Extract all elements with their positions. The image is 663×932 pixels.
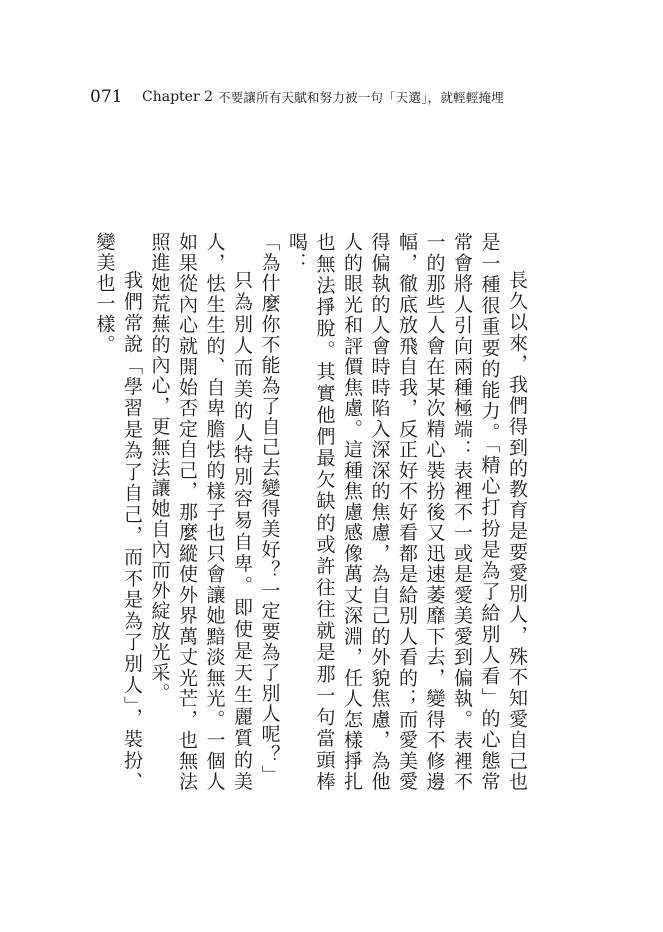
page-number: 071: [90, 87, 123, 107]
chapter-label: Chapter 2: [142, 89, 213, 105]
chapter-title: 不要讓所有天賦和努力被一句「天選」，就輕輕掩埋: [218, 90, 504, 105]
running-header: [90, 86, 610, 110]
paragraph: 只為別人而美的人特別容易自卑。即使是天生麗質的美人，怯生生的、自卑膽怯的樣子也只會讓她黯淡無光。一個人如果從內心就開始否定自己，那麼縱使外界萬丈光芒，也無法照進她荒蕪的內心，更無法讓她自內而外綻放光采。: [148, 232, 253, 792]
quote-paragraph: 「為什麼你不能為了自己去變得美好？一定要為了別人呢？」: [258, 232, 281, 786]
paragraph: 長久以來，我們得到的教育是要愛別人，殊不知愛自己也是一種很重要的能力。「精心打扮是為了給別人看」的心態常常會將人引向兩種極端：表裡不一或是愛美愛到偏執。表裡不一的那些人會在某次精心裝扮後又迅速萎靡下去，變得不修邊幅，徹底放飛自我，反正好不好看都是給別人看的；而愛美愛得偏執的人會時時陷入深深的焦慮，為自己的外貌焦慮，為他人的眼光和評價焦慮。這種焦慮感像萬丈深淵，任人怎樣掙扎也無法掙脫。其實他們最欠缺的或許往往就是那一句當頭棒喝：: [286, 232, 528, 792]
paragraph: 我們常說「學習是為了自己，而不是為了別人」，裝扮、變美也一樣。: [93, 232, 143, 792]
body-text: [93, 232, 530, 792]
